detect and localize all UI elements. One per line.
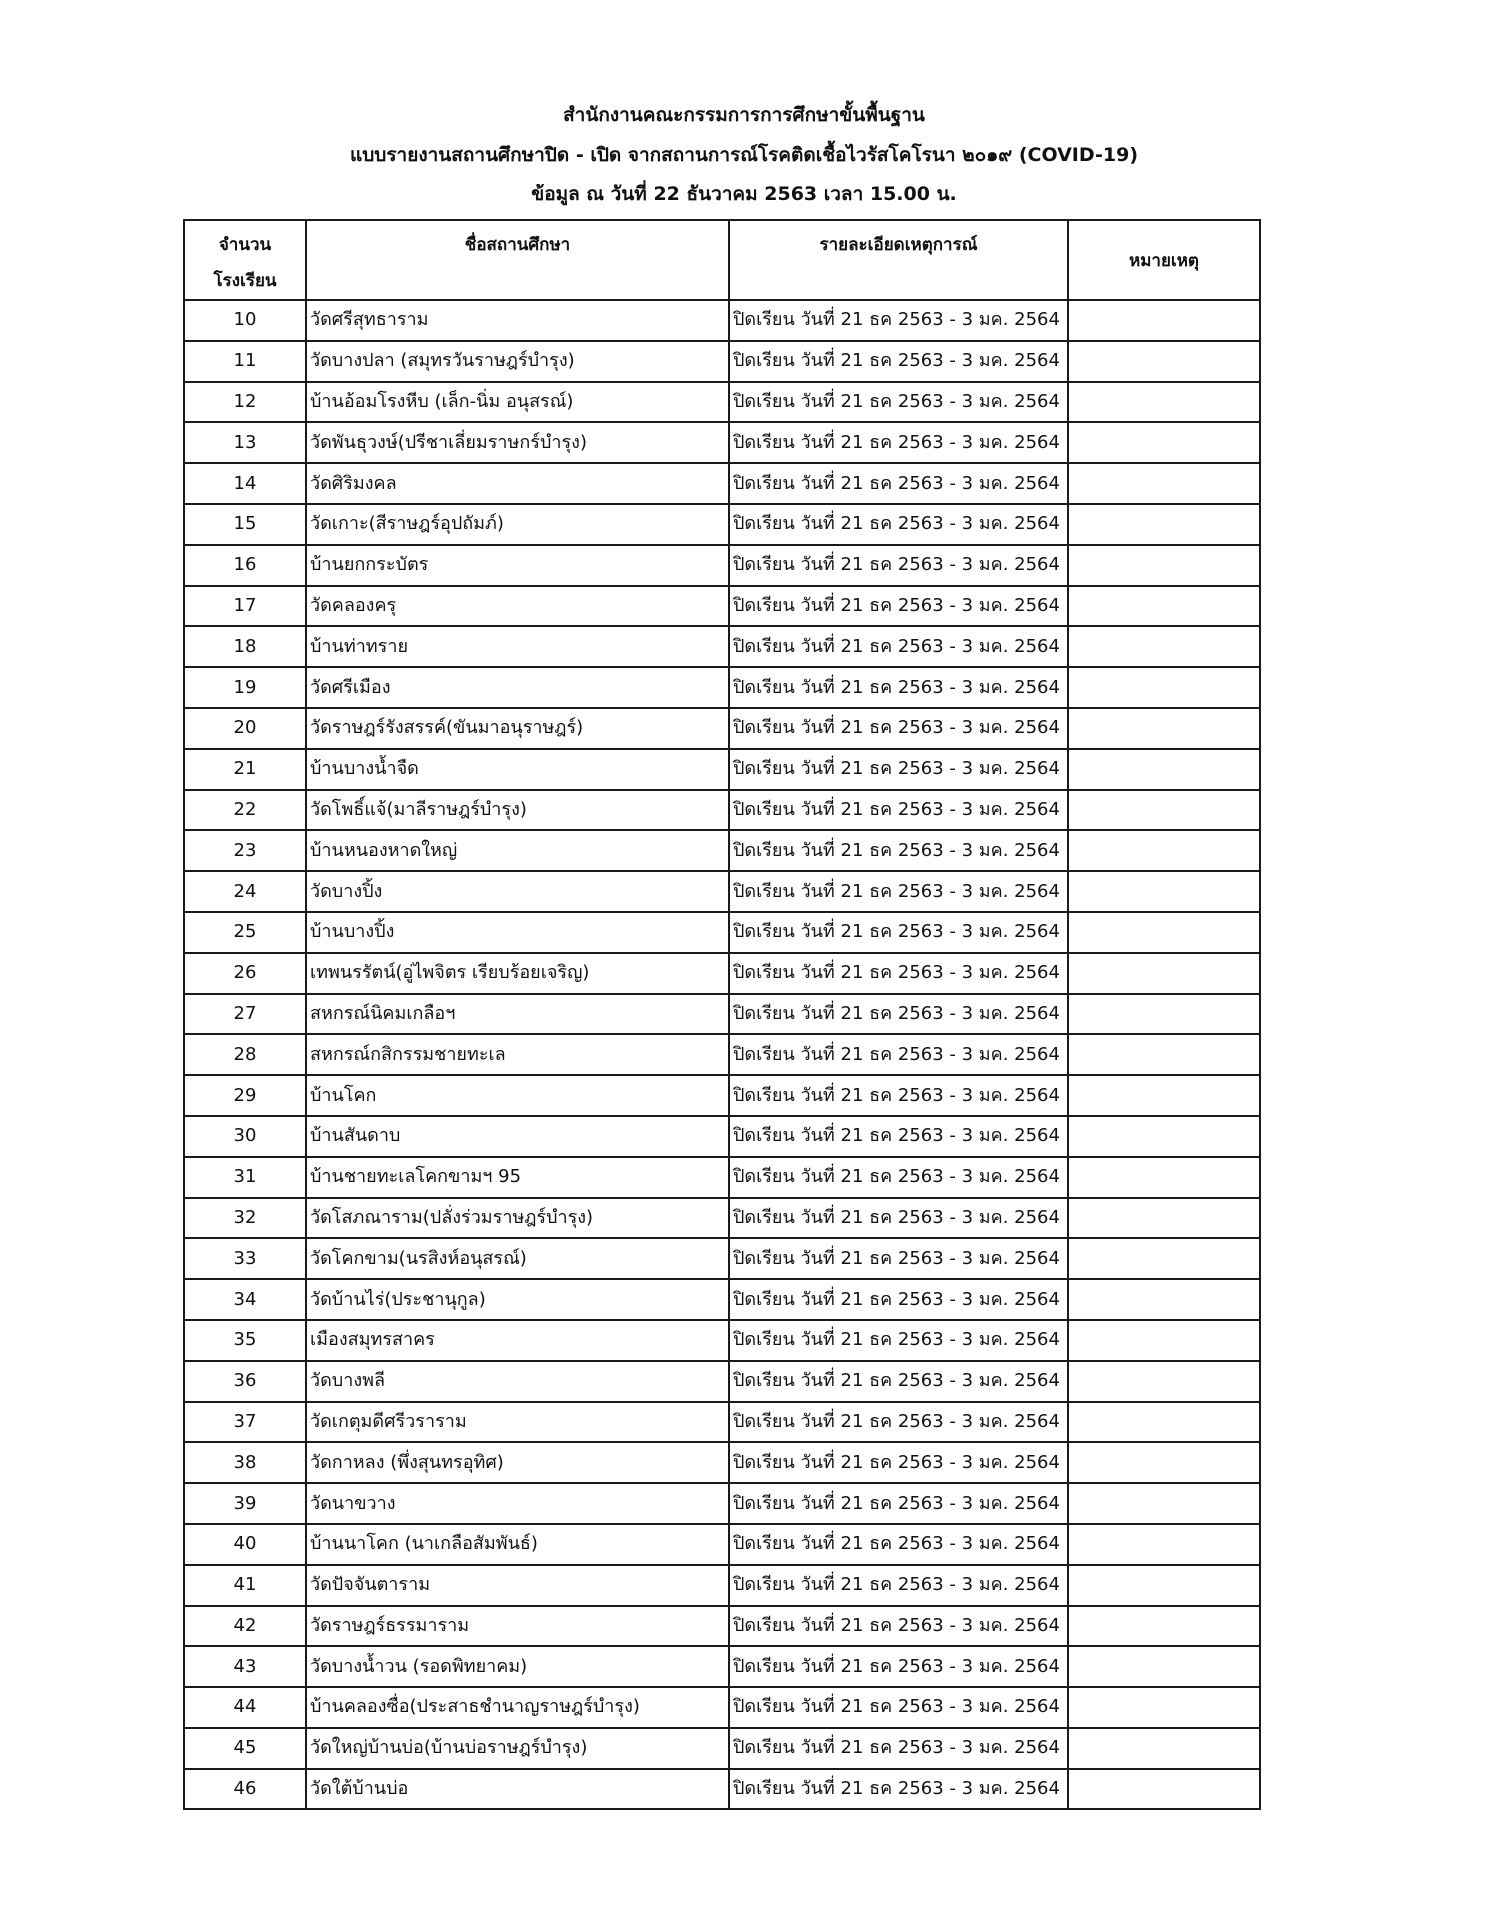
event-detail-cell: ปิดเรียน วันที่ 21 ธค 2563 - 3 มค. 2564 <box>729 1769 1068 1810</box>
remark-cell <box>1068 1442 1260 1483</box>
table-row <box>184 790 1260 831</box>
row-number-cell: 38 <box>184 1442 306 1483</box>
remark-cell <box>1068 1687 1260 1728</box>
school-name-cell: บ้านชายทะเลโคกขามฯ 95 <box>306 1157 729 1198</box>
document-report-title: แบบรายงานสถานศึกษาปิด - เปิด จากสถานการณ์โรคติดเชื้อไวรัสโคโรนา ๒๐๑๙ (COVID-19) <box>349 144 1139 166</box>
row-number-cell: 29 <box>184 1075 306 1116</box>
school-name-cell: วัดใต้บ้านบ่อ <box>306 1769 729 1810</box>
event-detail-cell: ปิดเรียน วันที่ 21 ธค 2563 - 3 มค. 2564 <box>729 1034 1068 1075</box>
table-row <box>184 1034 1260 1075</box>
school-name-cell: บ้านบางปิ้ง <box>306 912 729 953</box>
event-detail-cell: ปิดเรียน วันที่ 21 ธค 2563 - 3 มค. 2564 <box>729 1442 1068 1483</box>
school-name-cell: บ้านนาโคก (นาเกลือสัมพันธ์) <box>306 1524 729 1565</box>
event-detail-cell: ปิดเรียน วันที่ 21 ธค 2563 - 3 มค. 2564 <box>729 1320 1068 1361</box>
row-number-cell: 24 <box>184 871 306 912</box>
table-row <box>184 749 1260 790</box>
event-detail-cell: ปิดเรียน วันที่ 21 ธค 2563 - 3 มค. 2564 <box>729 1116 1068 1157</box>
school-name-cell: วัดโพธิ์แจ้(มาลีราษฎร์บำรุง) <box>306 790 729 831</box>
remark-cell <box>1068 1157 1260 1198</box>
table-row <box>184 341 1260 382</box>
remark-cell <box>1068 749 1260 790</box>
column-header-count <box>184 220 306 300</box>
table-header-row <box>184 220 1260 300</box>
remark-cell <box>1068 463 1260 504</box>
event-detail-cell: ปิดเรียน วันที่ 21 ธค 2563 - 3 มค. 2564 <box>729 1198 1068 1239</box>
remark-cell <box>1068 1279 1260 1320</box>
row-number-cell: 19 <box>184 667 306 708</box>
school-name-cell: วัดบางปิ้ง <box>306 871 729 912</box>
school-name-cell: เทพนรรัตน์(อู่ไพจิตร เรียบร้อยเจริญ) <box>306 953 729 994</box>
remark-cell <box>1068 1034 1260 1075</box>
school-name-cell: วัดโสภณาราม(ปลั่งร่วมราษฎร์บำรุง) <box>306 1198 729 1239</box>
row-number-cell: 16 <box>184 545 306 586</box>
remark-cell <box>1068 504 1260 545</box>
school-name-cell: วัดคลองครุ <box>306 586 729 627</box>
row-number-cell: 32 <box>184 1198 306 1239</box>
school-name-cell: เมืองสมุทรสาคร <box>306 1320 729 1361</box>
school-name-cell: วัดนาขวาง <box>306 1483 729 1524</box>
school-name-cell: วัดศรีสุทธาราม <box>306 300 729 341</box>
remark-cell <box>1068 1075 1260 1116</box>
table-row <box>184 1198 1260 1239</box>
event-detail-cell: ปิดเรียน วันที่ 21 ธค 2563 - 3 มค. 2564 <box>729 1646 1068 1687</box>
table-row <box>184 422 1260 463</box>
table-row <box>184 953 1260 994</box>
table-row <box>184 912 1260 953</box>
remark-cell <box>1068 953 1260 994</box>
column-header-count-line2: โรงเรียน <box>213 271 277 291</box>
event-detail-cell: ปิดเรียน วันที่ 21 ธค 2563 - 3 มค. 2564 <box>729 1238 1068 1279</box>
school-name-cell: บ้านอ้อมโรงหีบ (เล็ก-นิ่ม อนุสรณ์) <box>306 382 729 423</box>
row-number-cell: 31 <box>184 1157 306 1198</box>
table-body <box>184 300 1260 1809</box>
table-row <box>184 1157 1260 1198</box>
row-number-cell: 15 <box>184 504 306 545</box>
table-row <box>184 504 1260 545</box>
row-number-cell: 26 <box>184 953 306 994</box>
table-row <box>184 382 1260 423</box>
remark-cell <box>1068 790 1260 831</box>
remark-cell <box>1068 1402 1260 1443</box>
table-row <box>184 1402 1260 1443</box>
table-row <box>184 667 1260 708</box>
event-detail-cell: ปิดเรียน วันที่ 21 ธค 2563 - 3 มค. 2564 <box>729 1157 1068 1198</box>
table-row <box>184 1361 1260 1402</box>
column-header-detail: รายละเอียดเหตุการณ์ <box>729 220 1068 300</box>
row-number-cell: 37 <box>184 1402 306 1443</box>
table-row <box>184 626 1260 667</box>
table-row <box>184 586 1260 627</box>
table-row <box>184 830 1260 871</box>
remark-cell <box>1068 545 1260 586</box>
remark-cell <box>1068 1728 1260 1769</box>
school-name-cell: วัดศิริมงคล <box>306 463 729 504</box>
table-row <box>184 1606 1260 1647</box>
row-number-cell: 21 <box>184 749 306 790</box>
row-number-cell: 28 <box>184 1034 306 1075</box>
remark-cell <box>1068 1524 1260 1565</box>
school-status-table <box>183 219 1261 1810</box>
event-detail-cell: ปิดเรียน วันที่ 21 ธค 2563 - 3 มค. 2564 <box>729 708 1068 749</box>
event-detail-cell: ปิดเรียน วันที่ 21 ธค 2563 - 3 มค. 2564 <box>729 341 1068 382</box>
remark-cell <box>1068 1606 1260 1647</box>
row-number-cell: 43 <box>184 1646 306 1687</box>
school-name-cell: บ้านสันดาบ <box>306 1116 729 1157</box>
school-name-cell: วัดกาหลง (พึ่งสุนทรอุทิศ) <box>306 1442 729 1483</box>
row-number-cell: 44 <box>184 1687 306 1728</box>
table-row <box>184 1728 1260 1769</box>
school-name-cell: วัดศรีเมือง <box>306 667 729 708</box>
row-number-cell: 30 <box>184 1116 306 1157</box>
column-header-count-line1: จำนวน <box>218 235 272 255</box>
table-row <box>184 463 1260 504</box>
school-name-cell: บ้านหนองหาดใหญ่ <box>306 830 729 871</box>
event-detail-cell: ปิดเรียน วันที่ 21 ธค 2563 - 3 มค. 2564 <box>729 994 1068 1035</box>
remark-cell <box>1068 871 1260 912</box>
row-number-cell: 25 <box>184 912 306 953</box>
event-detail-cell: ปิดเรียน วันที่ 21 ธค 2563 - 3 มค. 2564 <box>729 1687 1068 1728</box>
row-number-cell: 41 <box>184 1565 306 1606</box>
row-number-cell: 20 <box>184 708 306 749</box>
event-detail-cell: ปิดเรียน วันที่ 21 ธค 2563 - 3 มค. 2564 <box>729 545 1068 586</box>
table-row <box>184 1279 1260 1320</box>
remark-cell <box>1068 708 1260 749</box>
school-name-cell: บ้านคลองซื่อ(ประสาธชำนาญราษฎร์บำรุง) <box>306 1687 729 1728</box>
remark-cell <box>1068 1238 1260 1279</box>
remark-cell <box>1068 1320 1260 1361</box>
school-name-cell: วัดเกตุมดีศรีวราราม <box>306 1402 729 1443</box>
remark-cell <box>1068 912 1260 953</box>
table-row <box>184 545 1260 586</box>
school-name-cell: วัดบางน้ำวน (รอดพิทยาคม) <box>306 1646 729 1687</box>
event-detail-cell: ปิดเรียน วันที่ 21 ธค 2563 - 3 มค. 2564 <box>729 1606 1068 1647</box>
event-detail-cell: ปิดเรียน วันที่ 21 ธค 2563 - 3 มค. 2564 <box>729 667 1068 708</box>
event-detail-cell: ปิดเรียน วันที่ 21 ธค 2563 - 3 มค. 2564 <box>729 626 1068 667</box>
school-name-cell: บ้านบางน้ำจืด <box>306 749 729 790</box>
event-detail-cell: ปิดเรียน วันที่ 21 ธค 2563 - 3 มค. 2564 <box>729 912 1068 953</box>
school-name-cell: สหกรณ์นิคมเกลือฯ <box>306 994 729 1035</box>
event-detail-cell: ปิดเรียน วันที่ 21 ธค 2563 - 3 มค. 2564 <box>729 1524 1068 1565</box>
column-header-school-name: ชื่อสถานศึกษา <box>306 220 729 300</box>
school-name-cell: บ้านโคก <box>306 1075 729 1116</box>
table-row <box>184 1769 1260 1810</box>
event-detail-cell: ปิดเรียน วันที่ 21 ธค 2563 - 3 มค. 2564 <box>729 953 1068 994</box>
event-detail-cell: ปิดเรียน วันที่ 21 ธค 2563 - 3 มค. 2564 <box>729 463 1068 504</box>
row-number-cell: 11 <box>184 341 306 382</box>
event-detail-cell: ปิดเรียน วันที่ 21 ธค 2563 - 3 มค. 2564 <box>729 1728 1068 1769</box>
remark-cell <box>1068 1565 1260 1606</box>
table-row <box>184 1320 1260 1361</box>
remark-cell <box>1068 1116 1260 1157</box>
event-detail-cell: ปิดเรียน วันที่ 21 ธค 2563 - 3 มค. 2564 <box>729 1565 1068 1606</box>
school-name-cell: วัดราษฎร์รังสรรค์(ขันมาอนุราษฎร์) <box>306 708 729 749</box>
row-number-cell: 35 <box>184 1320 306 1361</box>
school-name-cell: สหกรณ์กสิกรรมชายทะเล <box>306 1034 729 1075</box>
table-row <box>184 1687 1260 1728</box>
school-name-cell: วัดบางปลา (สมุทรวันราษฎร์บำรุง) <box>306 341 729 382</box>
table-row <box>184 1646 1260 1687</box>
table-row <box>184 1442 1260 1483</box>
event-detail-cell: ปิดเรียน วันที่ 21 ธค 2563 - 3 มค. 2564 <box>729 871 1068 912</box>
table-row <box>184 994 1260 1035</box>
remark-cell <box>1068 1483 1260 1524</box>
event-detail-cell: ปิดเรียน วันที่ 21 ธค 2563 - 3 มค. 2564 <box>729 504 1068 545</box>
row-number-cell: 18 <box>184 626 306 667</box>
school-name-cell: บ้านยกกระบัตร <box>306 545 729 586</box>
table-row <box>184 1524 1260 1565</box>
school-name-cell: บ้านท่าทราย <box>306 626 729 667</box>
row-number-cell: 14 <box>184 463 306 504</box>
remark-cell <box>1068 626 1260 667</box>
table-row <box>184 1075 1260 1116</box>
table-row <box>184 1238 1260 1279</box>
row-number-cell: 10 <box>184 300 306 341</box>
row-number-cell: 46 <box>184 1769 306 1810</box>
document-org-title: สำนักงานคณะกรรมการการศึกษาขั้นพื้นฐาน <box>563 104 925 126</box>
event-detail-cell: ปิดเรียน วันที่ 21 ธค 2563 - 3 มค. 2564 <box>729 1483 1068 1524</box>
column-header-remark: หมายเหตุ <box>1068 220 1260 300</box>
remark-cell <box>1068 994 1260 1035</box>
remark-cell <box>1068 586 1260 627</box>
row-number-cell: 36 <box>184 1361 306 1402</box>
event-detail-cell: ปิดเรียน วันที่ 21 ธค 2563 - 3 มค. 2564 <box>729 1402 1068 1443</box>
event-detail-cell: ปิดเรียน วันที่ 21 ธค 2563 - 3 มค. 2564 <box>729 1361 1068 1402</box>
event-detail-cell: ปิดเรียน วันที่ 21 ธค 2563 - 3 มค. 2564 <box>729 300 1068 341</box>
school-name-cell: วัดโคกขาม(นรสิงห์อนุสรณ์) <box>306 1238 729 1279</box>
remark-cell <box>1068 667 1260 708</box>
remark-cell <box>1068 1361 1260 1402</box>
row-number-cell: 42 <box>184 1606 306 1647</box>
remark-cell <box>1068 1646 1260 1687</box>
remark-cell <box>1068 422 1260 463</box>
school-name-cell: วัดใหญ่บ้านบ่อ(บ้านบ่อราษฎร์บำรุง) <box>306 1728 729 1769</box>
event-detail-cell: ปิดเรียน วันที่ 21 ธค 2563 - 3 มค. 2564 <box>729 749 1068 790</box>
row-number-cell: 45 <box>184 1728 306 1769</box>
remark-cell <box>1068 1198 1260 1239</box>
row-number-cell: 12 <box>184 382 306 423</box>
event-detail-cell: ปิดเรียน วันที่ 21 ธค 2563 - 3 มค. 2564 <box>729 1279 1068 1320</box>
row-number-cell: 34 <box>184 1279 306 1320</box>
event-detail-cell: ปิดเรียน วันที่ 21 ธค 2563 - 3 มค. 2564 <box>729 1075 1068 1116</box>
event-detail-cell: ปิดเรียน วันที่ 21 ธค 2563 - 3 มค. 2564 <box>729 790 1068 831</box>
event-detail-cell: ปิดเรียน วันที่ 21 ธค 2563 - 3 มค. 2564 <box>729 422 1068 463</box>
remark-cell <box>1068 300 1260 341</box>
row-number-cell: 17 <box>184 586 306 627</box>
school-name-cell: วัดพันธุวงษ์(ปรีชาเลี่ยมราษกร์บำรุง) <box>306 422 729 463</box>
event-detail-cell: ปิดเรียน วันที่ 21 ธค 2563 - 3 มค. 2564 <box>729 586 1068 627</box>
school-name-cell: วัดปัจจันตาราม <box>306 1565 729 1606</box>
school-name-cell: วัดราษฎร์ธรรมาราม <box>306 1606 729 1647</box>
event-detail-cell: ปิดเรียน วันที่ 21 ธค 2563 - 3 มค. 2564 <box>729 830 1068 871</box>
school-name-cell: วัดบางพลี <box>306 1361 729 1402</box>
table-row <box>184 1116 1260 1157</box>
row-number-cell: 23 <box>184 830 306 871</box>
school-name-cell: วัดบ้านไร่(ประชานุกูล) <box>306 1279 729 1320</box>
row-number-cell: 39 <box>184 1483 306 1524</box>
table-row <box>184 1565 1260 1606</box>
remark-cell <box>1068 1769 1260 1810</box>
row-number-cell: 22 <box>184 790 306 831</box>
remark-cell <box>1068 341 1260 382</box>
remark-cell <box>1068 382 1260 423</box>
table-row <box>184 300 1260 341</box>
table-row <box>184 708 1260 749</box>
row-number-cell: 33 <box>184 1238 306 1279</box>
document-date-line: ข้อมูล ณ วันที่ 22 ธันวาคม 2563 เวลา 15.00 น. <box>531 183 957 205</box>
school-name-cell: วัดเกาะ(สีราษฎร์อุปถัมภ์) <box>306 504 729 545</box>
table-row <box>184 1483 1260 1524</box>
row-number-cell: 27 <box>184 994 306 1035</box>
remark-cell <box>1068 830 1260 871</box>
table-row <box>184 871 1260 912</box>
event-detail-cell: ปิดเรียน วันที่ 21 ธค 2563 - 3 มค. 2564 <box>729 382 1068 423</box>
row-number-cell: 13 <box>184 422 306 463</box>
row-number-cell: 40 <box>184 1524 306 1565</box>
